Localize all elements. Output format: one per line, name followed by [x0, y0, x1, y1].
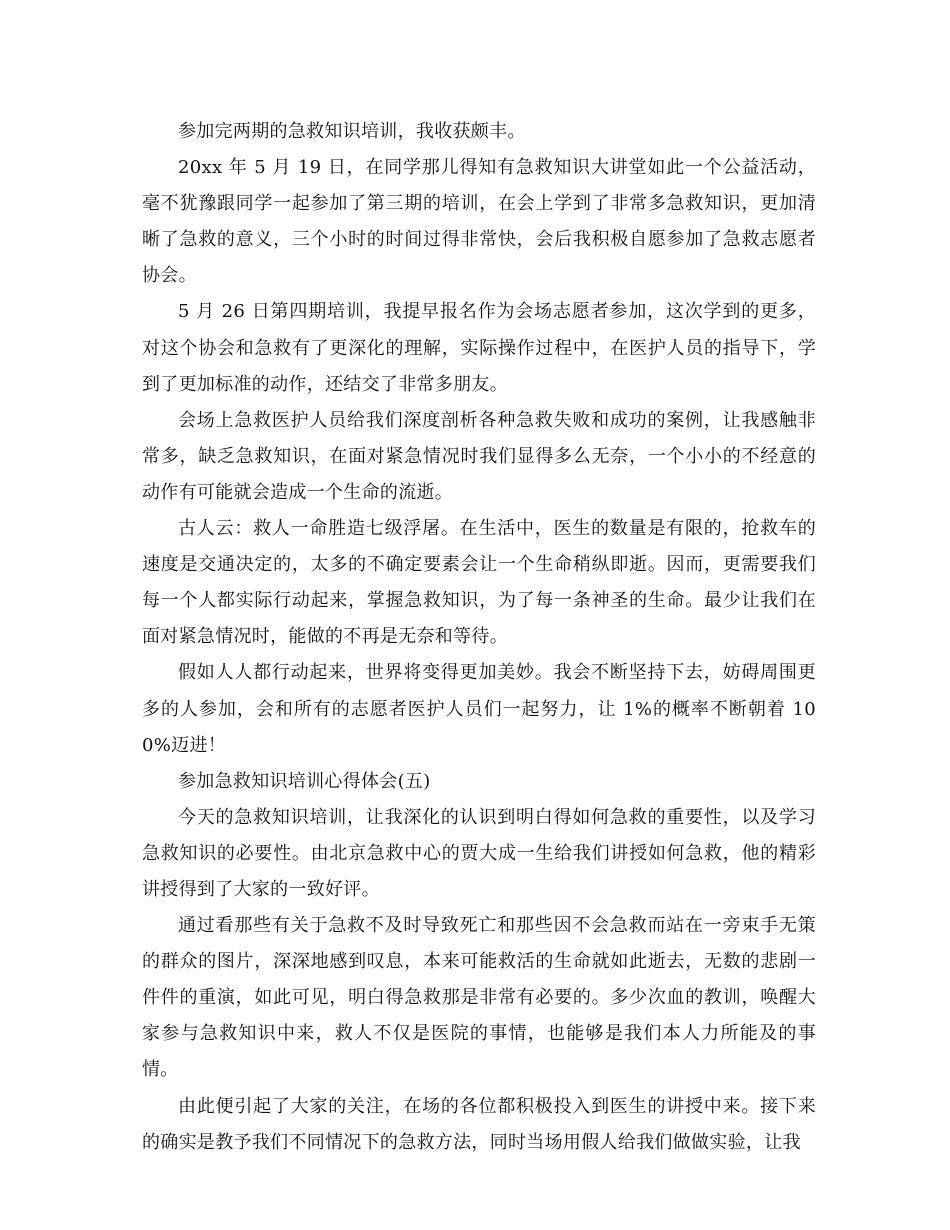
paragraph-attention: 由此便引起了大家的关注，在场的各位都积极投入到医生的讲授中来。接下来的确实是教予我们不同情况下的急救方法，同时当场用假人给我们做做实验，让我	[142, 1095, 816, 1153]
paragraph-ancient-saying: 古人云：救人一命胜造七级浮屠。在生活中，医生的数量是有限的，抢救车的速度是交通决定的，太多的不确定要素会让一个生命稍纵即逝。因而，更需要我们每一个人都实际行动起来，掌握急救知识，为了每一条神圣的生命。最少让我们在面对紧急情况时，能做的不再是无奈和等待。	[142, 518, 816, 648]
paragraph-training-today: 今天的急救知识培训，让我深化的认识到明白得如何急救的重要性，以及学习急救知识的必要性。由北京急救中心的贾大成一生给我们讲授如何急救，他的精彩讲授得到了大家的一致好评。	[142, 806, 816, 900]
paragraph-case-analysis: 会场上急救医护人员给我们深度剖析各种急救失败和成功的案例，让我感触非常多，缺乏急救知识，在面对紧急情况时我们显得多么无奈，一个小小的不经意的动作有可能就会造成一个生命的流逝。	[142, 409, 816, 503]
section-heading: 参加急救知识培训心得体会(五)	[178, 770, 431, 792]
paragraph-call-to-action: 假如人人都行动起来，世界将变得更加美妙。我会不断坚持下去，妨碍周围更多的人参加，会和所有的志愿者医护人员们一起努力，让 1%的概率不断朝着 100%迈进！	[142, 662, 816, 756]
paragraph-third-session: 20xx 年 5 月 19 日，在同学那儿得知有急救知识大讲堂如此一个公益活动，毫不犹豫跟同学一起参加了第三期的培训，在会上学到了非常多急救知识，更加清晰了急救的意义，三个小时的时间过得非常快，会后我积极自愿参加了急救志愿者协会。	[142, 157, 816, 287]
paragraph-intro: 参加完两期的急救知识培训，我收获颇丰。	[178, 121, 526, 142]
paragraph-fourth-session: 5 月 26 日第四期培训，我提早报名作为会场志愿者参加，这次学到的更多，对这个协会和急救有了更深化的理解，实际操作过程中，在医护人员的指导下，学到了更加标准的动作，还结交了非常多朋友。	[142, 301, 816, 395]
paragraph-pictures: 通过看那些有关于急救不及时导致死亡和那些因不会急救而站在一旁束手无策的群众的图片，深深地感到叹息，本来可能救活的生命就如此逝去，无数的悲剧一件件的重演，如此可见，明白得急救那是非常有必要的。多少次血的教训，唤醒大家参与急救知识中来，救人不仅是医院的事情，也能够是我们本人力所能及的事情。	[142, 915, 816, 1081]
document-body	[142, 114, 816, 1161]
